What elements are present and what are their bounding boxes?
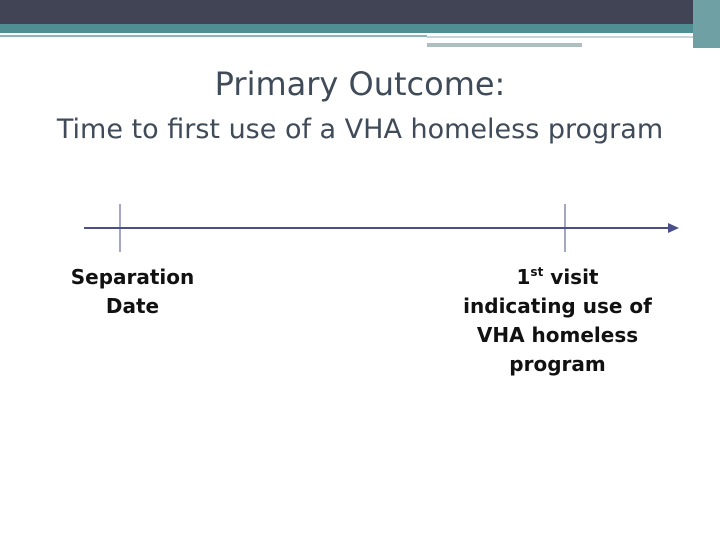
label-line: VHA homeless	[476, 323, 639, 347]
label-line: Date	[105, 294, 160, 318]
label-text: visit	[543, 265, 599, 289]
separation-date-label	[50, 263, 215, 321]
label-line: indicating use of	[463, 294, 652, 318]
ordinal-suffix: st	[530, 265, 544, 279]
first-visit-label	[450, 263, 665, 379]
label-line	[450, 263, 665, 292]
slide-title: Primary Outcome:	[214, 65, 506, 103]
label-line: Separation	[70, 265, 195, 289]
ordinal-number: 1	[516, 265, 531, 289]
label-line: program	[509, 352, 606, 376]
slide-subtitle: Time to first use of a VHA homeless program	[56, 114, 664, 145]
timeline-arrowhead	[668, 223, 679, 233]
